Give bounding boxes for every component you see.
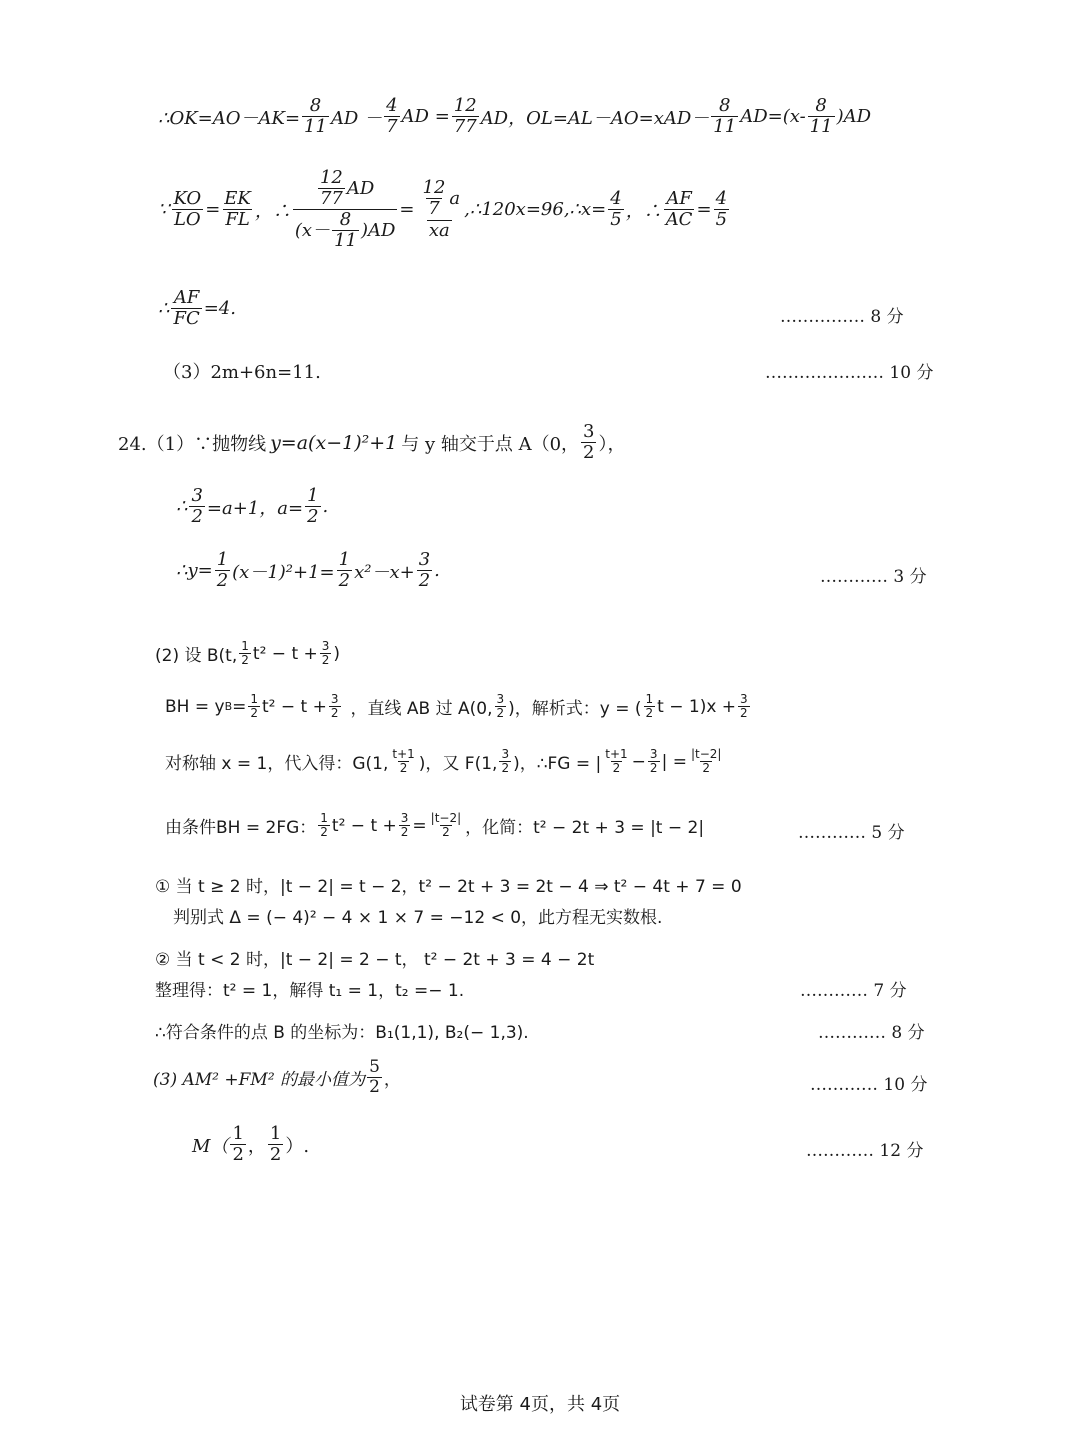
fraction: $\frac{3}{2}$ [330, 692, 339, 721]
solution-discriminant: 判别式 Δ = (− 4)² − 4 × 1 × 7 = −12 < 0，此方程无实数根. [173, 908, 663, 928]
solution-case-2: ② 当 t < 2 时，|t − 2| = 2 − t， t² − 2t + 3 = 4 − 2t [155, 950, 595, 970]
fraction: $\frac{4}{5}$ [715, 188, 728, 231]
score-mark: ………… 5 分 [798, 823, 905, 843]
fraction: $\frac{8}{11}$ [304, 95, 327, 137]
fraction: $\frac{3}{2}$ [649, 747, 658, 776]
fraction: $\frac{3}{2}$ [496, 692, 505, 721]
text: AD = [401, 106, 450, 128]
fraction: $\frac{t+1}{2}$ [392, 747, 415, 776]
text: = [205, 199, 221, 221]
text: AD － [330, 107, 383, 129]
fraction: $\frac{4}{5}$ [610, 188, 622, 231]
score-mark: ………… 8 分 [818, 1023, 925, 1043]
solution-line-condition: 由条件BH = 2FG： $\frac{1}{2}$ t² − t + $\frac{3}{2}$ = $\frac{|t-2|}{2}$ ，化简：t² − 2t + 3 = |t − 2| [165, 811, 705, 840]
text: ,∴120x=96,∴x= [464, 199, 607, 221]
text: )AD [836, 106, 872, 128]
score-mark: ………… 12 分 [806, 1141, 924, 1161]
text: AD，OL=AL－AO=xAD－ [480, 107, 710, 129]
score-mark: ………………… 10 分 [765, 363, 934, 383]
fraction: $\frac{AF}{AC}$ [665, 188, 693, 231]
text: = [399, 199, 415, 221]
fraction: $\frac{1}{2}$ [241, 639, 249, 668]
fraction: $\frac{t+1}{2}$ [605, 747, 628, 776]
score-mark: ………… 3 分 [820, 567, 927, 587]
fraction: $\frac{8}{11}$ [809, 95, 833, 137]
score-mark: ………… 7 分 [800, 981, 907, 1001]
text: ∴OK=AO－AK= [158, 107, 301, 129]
fraction: $\frac{EK}{FL}$ [224, 188, 251, 231]
fraction: $\frac{1}{2}$ [216, 549, 229, 591]
because-symbol: ∵ [158, 199, 170, 221]
solution-line-bh: BH = y B = $\frac{1}{2}$ t² − t + $\frac{3}{2}$ ，直线 AB 过 A(0, $\frac{3}{2}$ )，解析式：y = ( $\frac{1}{2}$ t − 1)x + $\frac{3}{2}$ [165, 692, 748, 721]
fraction: $\frac{1}{2}$ [250, 692, 258, 721]
solution-line-af-fc: ∴ $\frac{AF}{FC}$ =4. [158, 287, 236, 329]
solution-line-part3: （3）2m+6n=11. [163, 362, 321, 383]
fraction: $\frac{AF}{FC}$ [173, 287, 200, 329]
solution-line-ratio [158, 168, 731, 252]
fraction: $\frac{1}{2}$ [269, 1123, 282, 1165]
solution-line-axis: 对称轴 x = 1，代入得：G(1, $\frac{t+1}{2}$ )，又 F(1, $\frac{3}{2}$ )，∴FG = | $\frac{t+1}{2}$ − $\frac{3}{2}$ | = $\frac{|t-2|}{2}$ [165, 747, 722, 776]
fraction: $\frac{1}{2}$ [307, 485, 319, 527]
fraction: $\frac{|t-2|}{2}$ [430, 811, 462, 840]
compound-fraction: $\frac{12}{77}$ AD (x－ $\frac{8}{11}$ )AD [294, 167, 396, 252]
solution-line-ok-ol [158, 96, 871, 137]
solution-part3-min: (3) AM² +FM² 的最小值为 $\frac{5}{2}$ ， [153, 1057, 401, 1097]
fraction: $\frac{3}{2}$ [501, 747, 510, 776]
page-footer: 试卷第 4页，共 4页 [459, 1394, 621, 1415]
solution-line-a-value: ∴ $\frac{3}{2}$ =a+1，a= $\frac{1}{2}$ . [176, 485, 329, 527]
fraction: $\frac{3}{2}$ [321, 639, 330, 668]
solution-simplify: 整理得：t² = 1，解得 t₁ = 1，t₂ =− 1. [155, 981, 465, 1001]
compound-fraction: $\frac{12}{7}$ a xa [422, 177, 461, 241]
fraction: $\frac{3}{2}$ [400, 811, 409, 840]
fraction: $\frac{1}{2}$ [645, 692, 654, 721]
text: AD=(x- [740, 106, 806, 128]
question-24-part1: 24.（1）∵抛物线 y=a(x−1)²+1 与 y 轴交于点 A（0， $\frac{3}{2}$ ）， [118, 421, 626, 463]
fraction: $\frac{3}{2}$ [583, 421, 595, 463]
text: ，∴ [254, 200, 291, 222]
fraction: $\frac{8}{11}$ [713, 95, 737, 137]
fraction: $\frac{1}{2}$ [320, 811, 328, 840]
fraction: $\frac{KO}{LO}$ [173, 188, 202, 231]
solution-case-1: ① 当 t ≥ 2 时，|t − 2| = t − 2，t² − 2t + 3 = 2t − 4 ⇒ t² − 4t + 7 = 0 [155, 877, 742, 897]
fraction: $\frac{1}{2}$ [338, 549, 351, 591]
fraction: $\frac{3}{2}$ [191, 485, 203, 527]
solution-point-m: M（ $\frac{1}{2}$ ， $\frac{1}{2}$ ）. [192, 1123, 310, 1165]
fraction: $\frac{|t-2|}{2}$ [690, 747, 722, 776]
fraction: $\frac{12}{77}$ [453, 95, 477, 137]
fraction: $\frac{1}{2}$ [232, 1123, 244, 1165]
score-mark: …………… 8 分 [780, 307, 904, 327]
text: ，∴ [625, 200, 662, 222]
fraction: $\frac{4}{7}$ [386, 95, 398, 137]
solution-line-set-b: (2) 设 B(t, $\frac{1}{2}$ t² − t + $\frac{3}{2}$ ) [155, 639, 341, 668]
solution-b-coordinates: ∴符合条件的点 B 的坐标为：B₁(1,1), B₂(− 1,3). [155, 1023, 529, 1043]
score-mark: ………… 10 分 [810, 1075, 928, 1095]
fraction: $\frac{3}{2}$ [418, 549, 431, 591]
fraction: $\frac{5}{2}$ [369, 1057, 380, 1097]
solution-line-parabola: ∴y= $\frac{1}{2}$ (x－1)²+1= $\frac{1}{2}$ x²－x+ $\frac{3}{2}$ . [176, 549, 440, 591]
text: = [696, 199, 712, 221]
fraction: $\frac{3}{2}$ [740, 692, 748, 721]
